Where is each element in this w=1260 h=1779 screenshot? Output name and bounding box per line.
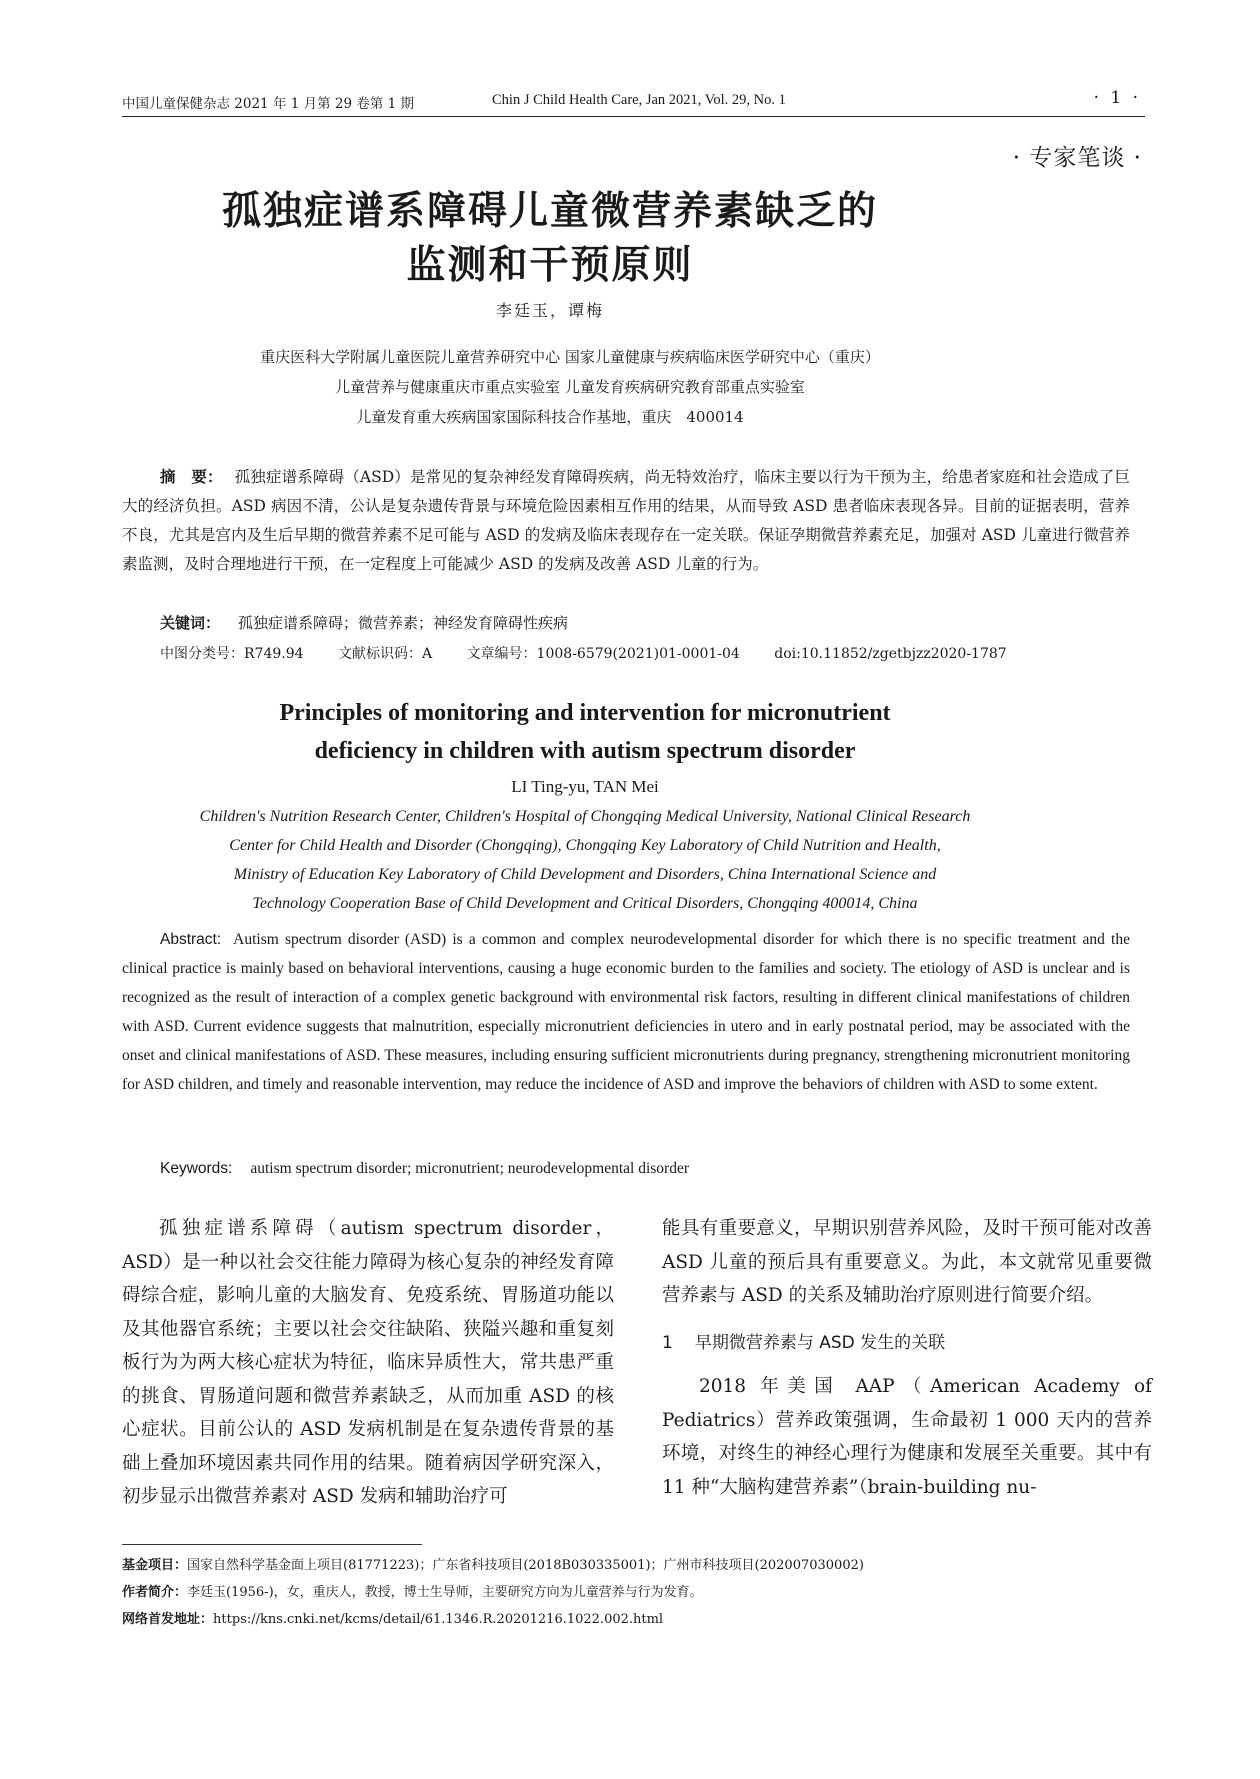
en-affiliation-line2: Center for Child Health and Disorder (Chongqing), Chongqing Key Laboratory of Child Nutrition and Health, bbox=[229, 837, 941, 854]
en-affiliation-line4: Technology Cooperation Base of Child Development and Critical Disorders, Chongqing 400014, China bbox=[252, 895, 918, 912]
online-label: 网络首发地址： bbox=[122, 1612, 214, 1627]
running-header bbox=[122, 88, 1145, 117]
cn-title-line1: 孤独症谱系障碍儿童微营养素缺乏的 bbox=[221, 189, 878, 234]
body-paragraph: 孤独症谱系障碍（autism spectrum disorder，ASD）是一种以社会交往能力障碍为核心复杂的神经发育障碍综合症，影响儿童的大脑发育、免疫系统、胃肠道功能以及其他器官系统；主要以社会交往缺陷、狭隘兴趣和重复刻板行为为两大核心症状为特征，临床异质性大，常共患严重的挑食、胃肠道问题和微营养素缺乏，从而加重 ASD 的核心症状。目前公认的 ASD 发病机制是在复杂遗传背景的基础上叠加环境因素共同作用的结果。随着病因学研究深入，初步显示出微营养素对 ASD 发病和辅助治疗可 bbox=[122, 1218, 614, 1507]
footnote-divider bbox=[122, 1544, 422, 1545]
column-tag: · 专家笔谈 · bbox=[1012, 145, 1142, 171]
online-link[interactable]: https://kns.cnki.net/kcms/detail/61.1346.R.20201216.1022.002.html bbox=[213, 1612, 664, 1627]
en-keywords-label: Keywords: bbox=[160, 1160, 233, 1177]
body-paragraph: 能具有重要意义，早期识别营养风险，及时干预可能对改善 ASD 儿童的预后具有重要意义。为此，本文就常见重要微营养素与 ASD 的关系及辅助治疗原则进行简要介绍。 bbox=[662, 1218, 1152, 1306]
author-footnote bbox=[122, 1579, 1132, 1606]
cn-abstract-text: 孤独症谱系障碍（ASD）是常见的复杂神经发育障碍疾病，尚无特效治疗，临床主要以行为干预为主，给患者家庭和社会造成了巨大的经济负担。ASD 病因不清，公认是复杂遗传背景与环境危险因素相互作用的结果，从而导致 ASD 患者临床表现各异。目前的证据表明，营养不良，尤其是宫内及生后早期的微营养素不足可能与 ASD 的发病及临床表现存在一定关联。保证孕期微营养素充足，加强对 ASD 儿童进行微营养素监测，及时合理地进行干预，在一定程度上可能减少 ASD 的发病及改善 ASD 儿童的行为。 bbox=[122, 468, 1130, 573]
en-keywords-text: autism spectrum disorder; micronutrient; neurodevelopmental disorder bbox=[250, 1160, 689, 1177]
funding-label: 基金项目： bbox=[122, 1558, 188, 1573]
funding-footnote bbox=[122, 1552, 1132, 1579]
footnotes bbox=[122, 1552, 1132, 1633]
en-abstract-text: Autism spectrum disorder (ASD) is a common and complex neurodevelopmental disorder for which there is no specific treatment and the clinical practice is mainly based on behavioral interventions, causing a huge economic burden to the families and society. The etiology of ASD is unclear and is recognized as the result of interaction of a complex genetic background with environmental risk factors, resulting in different clinical manifestations of children with ASD. Current evidence suggests that malnutrition, especially micronutrient deficiencies in utero and in early postnatal period, may be associated with the onset and clinical manifestations of ASD. These measures, including ensuring sufficient micronutrients during pregnancy, strengthening micronutrient monitoring for ASD children, and timely and reasonable intervention, may reduce the incidence of ASD and improve the behaviors of children with ASD to some extent. bbox=[122, 931, 1130, 1093]
cn-authors: 李廷玉，谭梅 bbox=[495, 301, 604, 320]
cn-affiliation-line3: 儿童发育重大疾病国家国际科技合作基地，重庆 400014 bbox=[356, 408, 744, 426]
page-number: · 1 · bbox=[1093, 88, 1141, 108]
journal-name-cn: 中国儿童保健杂志 2021 年 1 月第 29 卷第 1 期 bbox=[122, 96, 415, 112]
article-number: 文章编号：1008-6579(2021)01-0001-04 bbox=[466, 646, 740, 662]
doi: doi:10.11852/zgetbjzz2020-1787 bbox=[774, 646, 1007, 662]
cn-keywords-label: 关键词： bbox=[160, 614, 221, 632]
en-title-line1: Principles of monitoring and intervention for micronutrient bbox=[279, 700, 891, 726]
cn-title-line2: 监测和干预原则 bbox=[406, 243, 694, 288]
en-abstract-label: Abstract: bbox=[160, 931, 222, 948]
cn-keywords-text: 孤独症谱系障碍；微营养素；神经发育障碍性疾病 bbox=[238, 614, 569, 632]
body-column-left bbox=[122, 1212, 614, 1514]
cn-keywords bbox=[160, 612, 568, 633]
clc-number: 中图分类号：R749.94 bbox=[160, 646, 304, 662]
cn-affiliation-line1: 重庆医科大学附属儿童医院儿童营养研究中心 国家儿童健康与疾病临床医学研究中心（重庆） bbox=[260, 348, 880, 366]
document-code: 文献标识码：A bbox=[337, 646, 433, 662]
body-column-right bbox=[662, 1212, 1152, 1504]
classification-row bbox=[160, 643, 1037, 663]
section-title: 早期微营养素与 ASD 发生的关联 bbox=[694, 1332, 946, 1353]
author-bio-label: 作者简介： bbox=[122, 1585, 188, 1600]
online-footnote bbox=[122, 1606, 1132, 1633]
en-authors: LI Ting-yu, TAN Mei bbox=[511, 777, 659, 796]
journal-name-en: Chin J Child Health Care, Jan 2021, Vol. 29, No. 1 bbox=[492, 92, 786, 108]
en-abstract bbox=[122, 925, 1130, 1099]
body-paragraph: 2018 年美国 AAP（American Academy of Pediatrics）营养政策强调，生命最初 1 000 天内的营养环境，对终生的神经心理行为健康和发展至关重要。其中有 11 种“大脑构建营养素”（brain-building nu- bbox=[662, 1376, 1152, 1498]
en-keywords bbox=[160, 1160, 689, 1178]
cn-affiliation-line2: 儿童营养与健康重庆市重点实验室 儿童发育疾病研究教育部重点实验室 bbox=[335, 378, 805, 396]
en-affiliation-line1: Children's Nutrition Research Center, Children's Hospital of Chongqing Medical University, National Clinical Research bbox=[199, 808, 971, 825]
en-title-line2: deficiency in children with autism spectrum disorder bbox=[314, 738, 856, 764]
en-affiliation-line3: Ministry of Education Key Laboratory of Child Development and Disorders, China International Science and bbox=[233, 866, 937, 883]
funding-text: 国家自然科学基金面上项目(81771223)；广东省科技项目(2018B030335001)；广州市科技项目(202007030002) bbox=[187, 1558, 864, 1573]
section-number: 1 bbox=[662, 1332, 673, 1353]
author-bio-text: 李廷玉(1956-)，女，重庆人，教授，博士生导师，主要研究方向为儿童营养与行为发育。 bbox=[187, 1585, 703, 1600]
cn-abstract bbox=[122, 462, 1130, 579]
cn-abstract-label: 摘 要： bbox=[160, 467, 223, 486]
section-heading bbox=[662, 1327, 1152, 1361]
